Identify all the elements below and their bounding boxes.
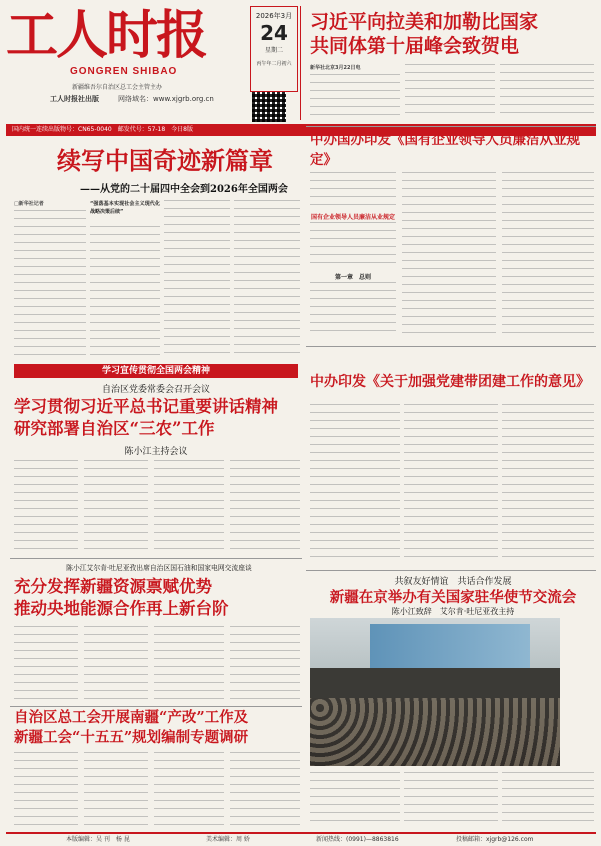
lead-col-2 [90,226,160,358]
energy-col-4 [230,626,300,702]
xi-article-col-2 [405,64,495,120]
exchange-col-2 [404,772,498,828]
energy-col-1 [14,626,78,702]
day-number: 24 [260,21,288,45]
xi-article-col-3 [500,64,594,120]
footer-editors: 本版编辑：吴 刊 杨 昆 [66,836,130,843]
newspaper-pinyin: GONGREN SHIBAO [70,66,178,77]
regulation-col-3 [502,172,594,340]
lead-subtitle: ——从党的二十届四中全会到2026年全国两会 [80,184,288,195]
energy-headline-line-2: 推动央地能源合作再上新台阶 [14,599,229,618]
exchange-photo[interactable] [310,618,594,766]
xi-congratulation-headline[interactable] [310,10,596,58]
energy-headline[interactable] [14,576,304,620]
union-headline-line-2: 新疆工会“十五五”规划编制专题调研 [14,729,249,746]
conference-headline-line-1: 学习贯彻习近平总书记重要讲话精神 [14,397,278,416]
organizer-line: 工人时报社出版 [50,95,99,103]
opinion-col-1 [310,404,400,564]
opinion-headline[interactable]: 中办印发《关于加强党建带团建工作的意见》 [310,374,590,390]
regulation-inset-title: 国有企业领导人员廉洁从业规定 [310,214,395,221]
opinion-col-3 [502,404,594,564]
section-banner[interactable]: 学习宣传贯彻全国两会精神 [14,364,298,378]
union-headline[interactable] [14,708,304,748]
conference-headline[interactable] [14,396,304,440]
website-line: 网络域名：www.xjgrb.org.cn [118,95,214,103]
union-headline-line-1: 自治区总工会开展南疆“产改”工作及 [14,709,249,726]
divider [10,558,302,559]
conference-col-2 [84,460,148,556]
newspaper-logo[interactable] [6,6,242,70]
union-col-1 [14,752,78,828]
publisher-line: 新疆维吾尔自治区总工会主管主办 [72,84,163,91]
weekday: 星期二 [264,47,283,54]
lunar-date: 丙午年二月初六 [256,61,292,67]
exchange-kicker: 共叙友好情谊 共话合作发展 [394,577,512,587]
date-box [250,6,298,92]
photo-crowd [310,698,594,766]
conference-col-1 [14,460,78,556]
lead-side-title: “强落基本实现社会主义现代化战略决策后续” [90,201,160,215]
footer [6,832,596,846]
photo-screen [370,624,530,668]
lead-byline: □新华社记者 [14,201,44,207]
masthead-divider [300,6,301,120]
qr-code-icon[interactable] [252,92,286,122]
energy-col-2 [84,626,148,702]
conference-kicker: 自治区党委常委会召开会议 [101,385,210,395]
conference-headline-line-2: 研究部署自治区“三农”工作 [14,419,215,438]
divider [306,346,596,347]
lead-col-1 [14,210,86,358]
union-col-4 [230,752,300,828]
exchange-headline[interactable]: 新疆在京举办有关国家驻华使节交流会 [329,589,577,606]
headline-line-2: 共同体第十届峰会致贺电 [310,35,520,57]
xi-dateline: 新华社北京3月22日电 [310,65,361,71]
regulation-col-2 [402,172,496,340]
regulation-headline[interactable]: 中办国办印发《国有企业领导人员廉洁从业规定》 [310,132,580,168]
divider [306,126,596,127]
info-bar-text: 国内统一连续出版物号：CN65-0040 邮发代号：57-18 今日8版 [12,126,193,133]
union-col-3 [154,752,224,828]
conference-col-4 [230,460,300,556]
regulation-col-1a [310,172,396,208]
exchange-sub: 陈小江致辞 艾尔肯·吐尼亚孜主持 [391,607,515,616]
exchange-col-3 [502,772,594,828]
divider [10,706,302,707]
regulation-chapter: 第一章 总则 [334,274,371,281]
exchange-col-1 [310,772,400,828]
footer-designer: 美术编辑：周 娇 [206,836,250,843]
energy-col-3 [154,626,224,702]
footer-hotline: 新闻热线：(0991)—8863816 [316,836,399,843]
conference-sub: 陈小江主持会议 [124,447,188,457]
regulation-col-1c [310,282,396,338]
energy-kicker: 陈小江艾尔肯·吐尼亚孜出席自治区国石油和国家电网交流座谈 [66,564,252,572]
newspaper-title: 工人时报 [6,6,207,66]
union-col-2 [84,752,148,828]
energy-headline-line-1: 充分发挥新疆资源禀赋优势 [14,577,212,596]
lead-headline[interactable]: 续写中国奇迹新篇章 [57,146,273,175]
year-month: 2026年3月 [255,12,293,20]
conference-col-3 [154,460,224,556]
xi-article-col-1 [310,74,400,120]
headline-line-1: 习近平向拉美和加勒比国家 [310,11,539,33]
regulation-col-1b [310,222,396,268]
lead-col-4 [234,200,300,358]
photo-caption-area [560,618,594,766]
footer-email[interactable]: 投稿邮箱：xjgrb@126.com [456,836,534,843]
divider [306,570,596,571]
photo-stage [310,668,594,698]
lead-col-3 [164,200,230,358]
opinion-col-2 [404,404,498,564]
